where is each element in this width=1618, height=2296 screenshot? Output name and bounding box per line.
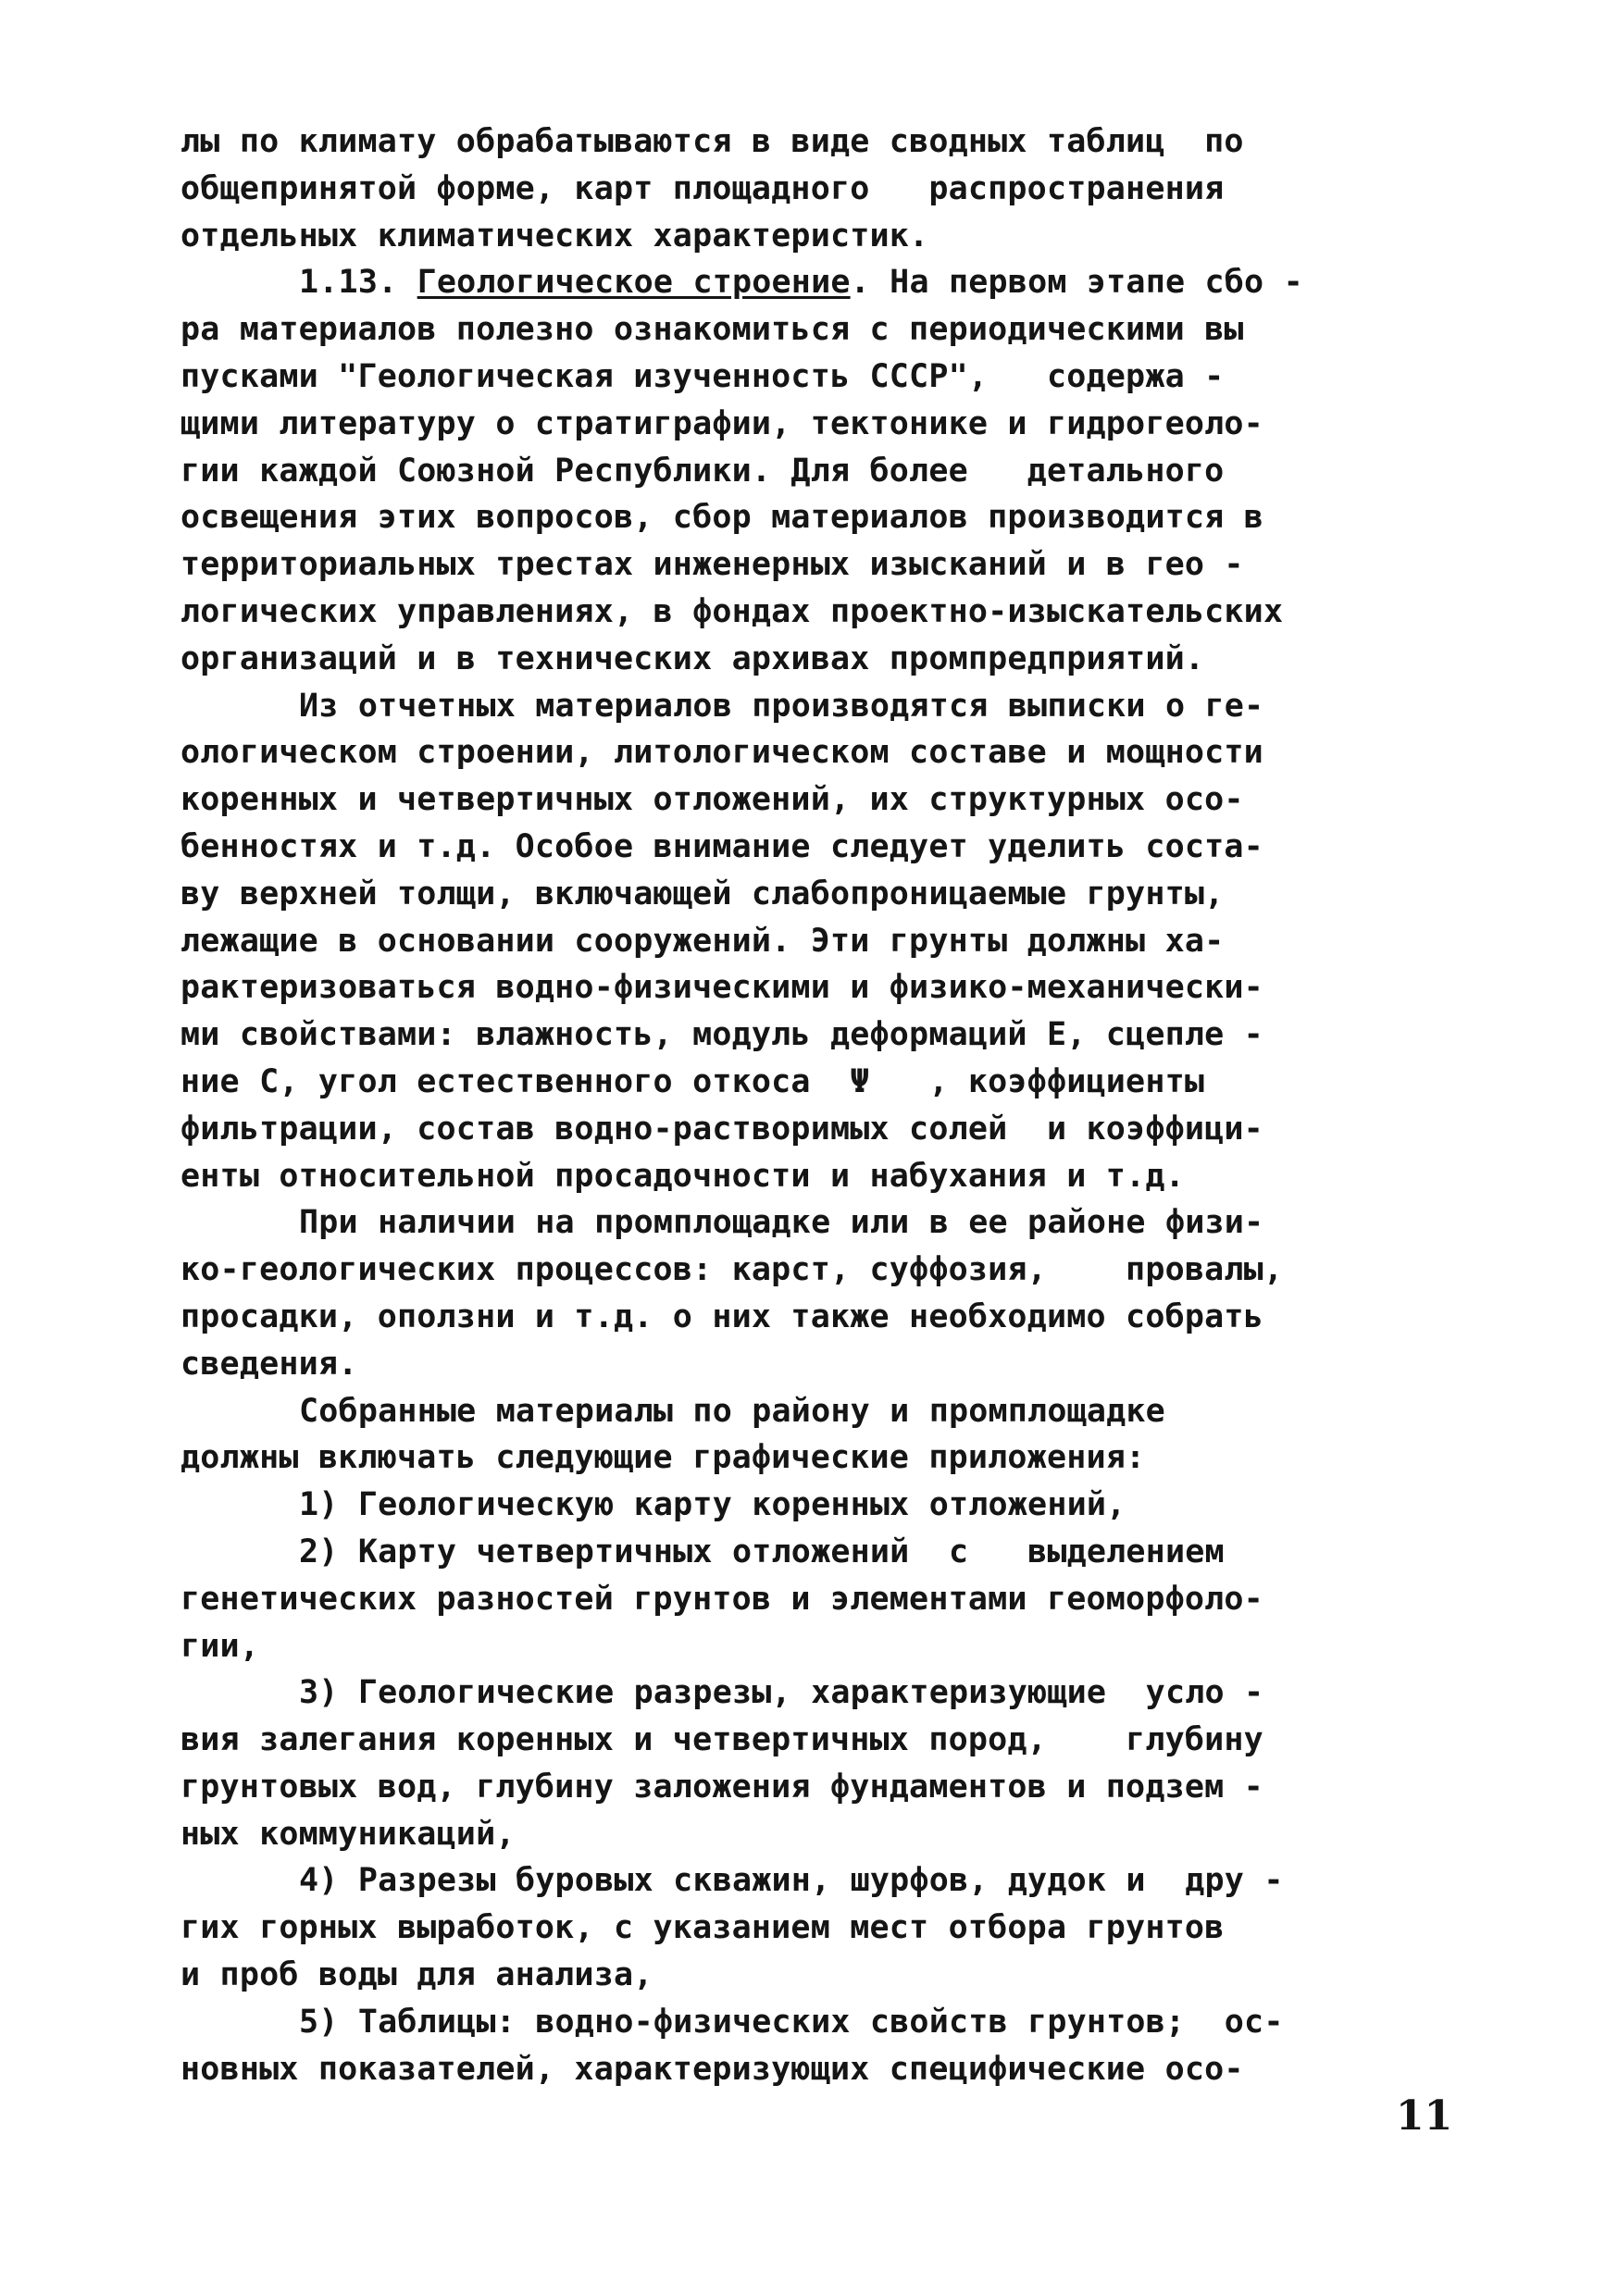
text-line: Собранные материалы по району и промплощадке (299, 1392, 1165, 1430)
text-line: ко-геологических процессов: карст, суффозия, провалы, (180, 1251, 1284, 1289)
text-line: фильтрации, состав водно-растворимых солей и коэффици- (180, 1110, 1263, 1148)
text-line: общепринятой форме, карт площадного распространения (180, 169, 1225, 207)
text-line: должны включать следующие графические приложения: (180, 1439, 1146, 1477)
text-line: отдельных климатических характеристик. (180, 217, 929, 254)
section-number: 1.13. (299, 264, 417, 302)
text-line: рактеризоваться водно-физическими и физико-механически- (180, 969, 1263, 1007)
text-line: 3) Геологические разрезы, характеризующие усло - (299, 1674, 1264, 1712)
text-line: бенностях и т.д. Особое внимание следует уделить соста- (180, 827, 1263, 865)
text-line: При наличии на промплощадке или в ее районе физи- (299, 1204, 1264, 1242)
text-line: вия залегания коренных и четвертичных пород, глубину (180, 1721, 1263, 1759)
text-line: сведения. (180, 1345, 358, 1383)
text-line: пусками "Геологическая изученность СССР", содержа - (180, 357, 1225, 395)
text-line: ву верхней толщи, включающей слабопроницаемые грунты, (180, 875, 1225, 912)
text-line: гии, (180, 1627, 260, 1665)
text-line: территориальных трестах инженерных изысканий и в гео - (180, 546, 1244, 584)
text-line: грунтовых вод, глубину заложения фундаментов и подзем - (180, 1768, 1263, 1806)
text-line: просадки, оползни и т.д. о них также необходимо собрать (180, 1297, 1263, 1335)
text-line (180, 259, 1458, 306)
text-line: новных показателей, характеризующих специфические осо- (180, 2050, 1244, 2088)
text-line: логических управлениях, в фондах проектно-изыскательских (180, 592, 1284, 630)
text-line: ных коммуникаций, (180, 1815, 516, 1853)
text-line: Из отчетных материалов производятся выписки о ге- (299, 687, 1264, 725)
page-number: 11 (1396, 2092, 1453, 2140)
text-line: ние С, угол естественного откоса Ψ , коэффициенты (180, 1062, 1205, 1100)
text-line: и проб воды для анализа, (180, 1956, 653, 1994)
text-line: гих горных выработок, с указанием мест отбора грунтов (180, 1909, 1225, 1947)
text-line: 1) Геологическую карту коренных отложений, (299, 1486, 1126, 1524)
text-line: организаций и в технических архивах промпредприятий. (180, 639, 1205, 677)
section-heading: Геологическое строение (417, 264, 851, 302)
text-line: ми свойствами: влажность, модуль деформаций Е, сцепле - (180, 1016, 1263, 1054)
text-line: 5) Таблицы: водно-физических свойств грунтов; ос- (299, 2003, 1284, 2041)
text-line: 4) Разрезы буровых скважин, шурфов, дудок и дру - (299, 1862, 1284, 1900)
text-line: енты относительной просадочности и набухания и т.д. (180, 1157, 1185, 1195)
text-line: ологическом строении, литологическом составе и мощности (180, 734, 1263, 772)
text-line: коренных и четвертичных отложений, их структурных осо- (180, 781, 1244, 819)
text-line: гии каждой Союзной Республики. Для более детального (180, 452, 1225, 490)
text-line: 2) Карту четвертичных отложений с выделением (299, 1533, 1225, 1570)
text-line: освещения этих вопросов, сбор материалов производится в (180, 499, 1263, 537)
text-line: щими литературу о стратиграфии, тектонике и гидрогеоло- (180, 404, 1263, 442)
text-line: генетических разностей грунтов и элементами геоморфоло- (180, 1580, 1263, 1618)
text-line: лы по климату обрабатываются в виде сводных таблиц по (180, 123, 1244, 160)
line-text: . На первом этапе сбо - (850, 264, 1303, 302)
body-text (180, 118, 1458, 2092)
text-line: лежащие в основании сооружений. Эти грунты должны ха- (180, 922, 1225, 960)
text-line: ра материалов полезно ознакомиться с периодическими вы (180, 311, 1244, 349)
